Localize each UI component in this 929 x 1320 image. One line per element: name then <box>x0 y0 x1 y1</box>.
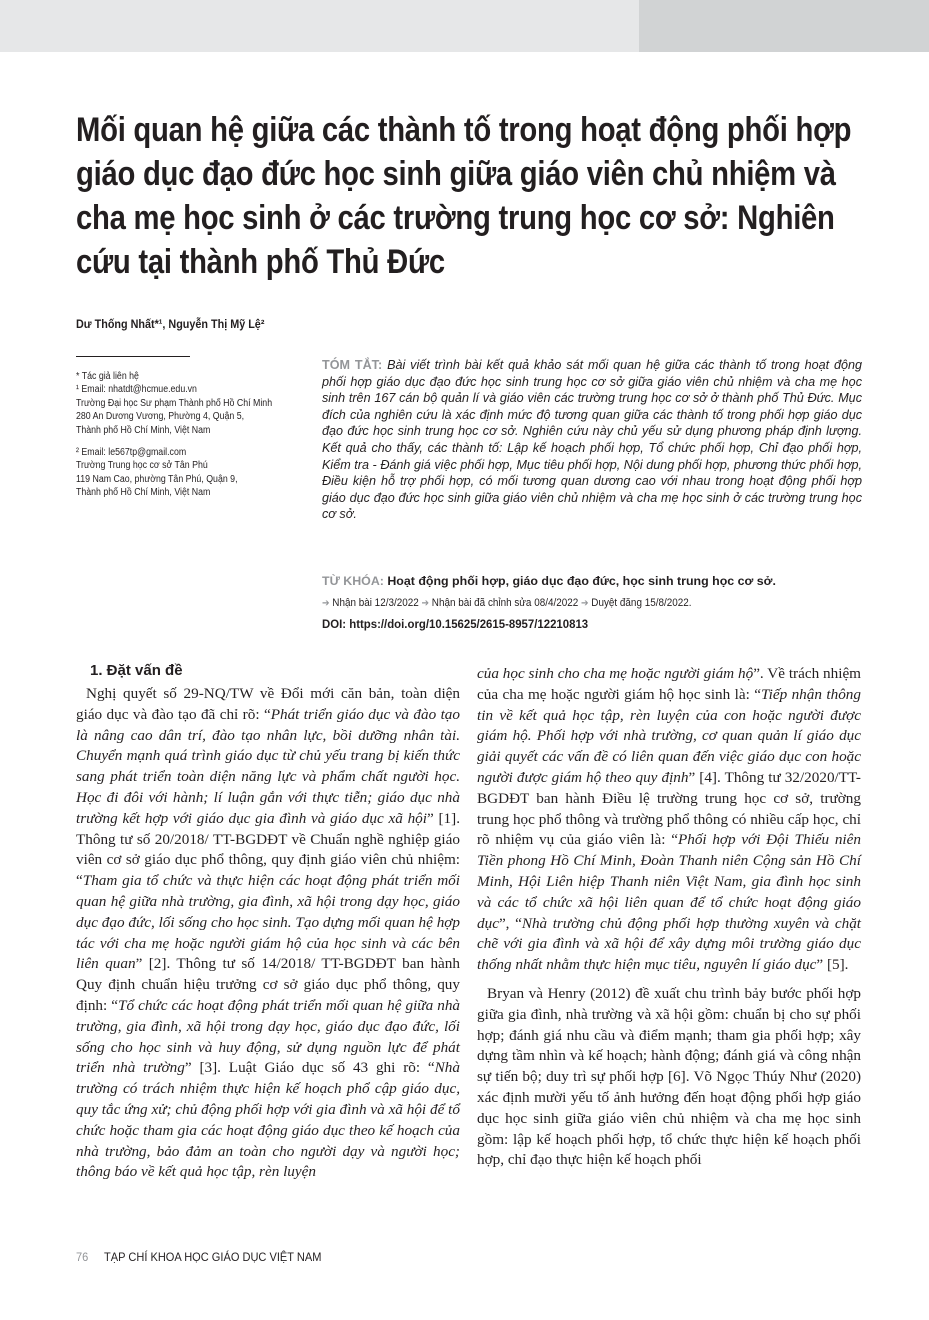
affiliations <box>76 370 305 500</box>
page-number: 76 <box>76 1250 89 1264</box>
body-paragraph: Bryan và Henry (2012) đề xuất chu trình bảy bước phối hợp giữa gia đình, nhà trường và xã hội gồm: chuẩn bị cho sự phối hợp; đánh giá nhu cầu và điểm mạnh; tham gia phối hợp; xây dựng tầm nhìn và kế hoạch; hành động; đánh giá và công nhận sự tiến bộ; duy trì sự phối hợp [6]. Võ Ngọc Thúy Như (2020) xác định mười yếu tố ảnh hưởng đến hoạt động phối hợp giáo dục học sinh giữa giáo viên chủ nhiệm và cha mẹ học sinh gồm: lập kế hoạch phối hợp, tổ chức thực hiện kế hoạch phối hợp, chỉ đạo thực hiện kế hoạch phối <box>477 984 861 1169</box>
header-accent-block <box>639 0 929 52</box>
arrow-right-icon: ➔ <box>581 598 589 609</box>
affiliation-line: * Tác giả liên hệ <box>76 371 139 382</box>
section-heading: 1. Đặt vấn đề <box>90 662 183 679</box>
doi-link[interactable]: DOI: https://doi.org/10.15625/2615-8957/12210813 <box>322 617 589 631</box>
abstract <box>322 357 862 523</box>
date-received: Nhận bài 12/3/2022 <box>332 597 419 609</box>
article-title: Mối quan hệ giữa các thành tố trong hoạt động phối hợp giáo dục đạo đức học sinh giữa giáo viên chủ nhiệm và cha mẹ học sinh ở các trường trung học cơ sở: Nghiên cứu tại thành phố Thủ Đức <box>76 111 852 281</box>
affiliation-divider <box>76 356 190 357</box>
journal-name: TẠP CHÍ KHOA HỌC GIÁO DỤC VIỆT NAM <box>104 1250 322 1264</box>
affiliation-line: 119 Nam Cao, phường Tân Phú, Quận 9, <box>76 473 238 485</box>
body-column-left <box>76 660 460 1183</box>
affiliation-line: Thành phố Hồ Chí Minh, Việt Nam <box>76 487 211 499</box>
date-accepted: Duyệt đăng 15/8/2022. <box>591 597 692 609</box>
affiliation-line: Thành phố Hồ Chí Minh, Việt Nam <box>76 424 211 436</box>
arrow-right-icon: ➔ <box>421 598 430 609</box>
page-footer <box>76 1250 321 1264</box>
date-revised: Nhận bài đã chỉnh sửa 08/4/2022 <box>431 597 579 609</box>
article-dates <box>322 596 808 611</box>
affiliation-line: Trường Trung học cơ sở Tân Phú <box>76 460 208 472</box>
body-column-right <box>477 664 861 1171</box>
arrow-right-icon: ➔ <box>322 598 330 609</box>
abstract-label: TÓM TẮT: <box>322 358 383 372</box>
affiliation-line: ¹ Email: nhatdt@hcmue.edu.vn <box>76 384 197 396</box>
affiliation-line: 280 An Dương Vương, Phường 4, Quận 5, <box>76 411 245 423</box>
affiliation-line: ² Email: le567tp@gmail.com <box>76 447 187 459</box>
body-paragraph: Nghị quyết số 29-NQ/TW về Đổi mới căn bản, toàn diện giáo dục và đào tạo đã chỉ rõ: “Phát triển giáo dục và đào tạo là nâng cao dân trí, đào tạo nhân lực, bồi dưỡng nhân tài. Chuyển mạnh quá trình giáo dục từ chủ yếu trang bị kiến thức sang phát triển toàn diện năng lực và phẩm chất người học. Học đi đôi với hành; lí luận gắn với thực tiễn; giáo dục nhà trường kết hợp với giáo dục gia đình và giáo dục xã hội” [1]. Thông tư số 20/2018/ TT-BGDĐT về Chuẩn nghề nghiệp giáo viên cơ sở giáo dục phổ thông, quy định giáo viên chủ nhiệm: “Tham gia tổ chức và thực hiện các hoạt động phát triển mối quan hệ giữa nhà trường, gia đình, xã hội trong dạy học, giáo dục đạo đức, lối sống cho học sinh. Tạo dựng mối quan hệ hợp tác với cha mẹ hoặc người giám hộ của học sinh và các bên liên quan” [2]. Thông tư số 14/2018/ TT-BGDĐT ban hành Quy định chuẩn hiệu trưởng cơ sở giáo dục phổ thông, quy định: “Tổ chức các hoạt động phát triển mối quan hệ giữa nhà trường, gia đình, xã hội trong dạy học, giáo dục đạo đức, lối sống cho học sinh và huy động, sử dụng nguồn lực để phát triển nhà trường” [3]. Luật Giáo dục số 43 ghi rõ: “Nhà trường có trách nhiệm thực hiện kế hoạch phổ cập giáo dục, quy tắc ứng xử; chủ động phối hợp với gia đình và xã hội để tổ chức hoặc tham gia các hoạt động giáo dục theo kế hoạch của nhà trường, bảo đảm an toàn cho người dạy và người học; thông báo về kết quả học tập, rèn luyện <box>76 685 461 1181</box>
keywords-label: TỪ KHÓA: <box>322 574 384 588</box>
authors: Dư Thống Nhất*¹, Nguyễn Thị Mỹ Lệ² <box>76 317 265 331</box>
keywords <box>322 573 862 589</box>
abstract-text: Bài viết trình bài kết quả khảo sát mối quan hệ giữa các thành tố trong hoạt động phối hợp giáo dục đạo đức học sinh trung học cơ sở giữa giáo viên chủ nhiệm và cha mẹ học sinh trên 167 cán bộ quản lí và giáo viên các trường trung học cơ sở ở thành phố Thủ Đức. Mục đích của nghiên cứu là xác định mức độ tương quan giữa các thành tố trong phối hợp giáo dục đạo đức học sinh trung học cơ sở. Nghiên cứu này chủ yếu sử dụng phương pháp định lượng. Kết quả cho thấy, các thành tố: Lập kế hoạch phối hợp, Tổ chức phối hợp, Chỉ đạo phối hợp, Kiểm tra - Đánh giá việc phối hợp, Mục tiêu phối hợp, Nội dung phối hợp, phương thức phối hợp, Điều kiện hỗ trợ phối hợp, có mối tương quan dương cao với nhau trong hoạt động phối hợp giáo dục đạo đức học sinh giữa giáo viên chủ nhiệm và cha mẹ học sinh ở các trường trung học cơ sở. <box>322 358 862 522</box>
affiliation-line: Trường Đại học Sư phạm Thành phố Hồ Chí Minh <box>76 397 273 409</box>
keywords-text: Hoạt động phối hợp, giáo dục đạo đức, học sinh trung học cơ sở. <box>387 574 776 588</box>
body-paragraph: của học sinh cho cha mẹ hoặc người giám hộ”. Về trách nhiệm của cha mẹ hoặc người giám hộ học sinh là: “Tiếp nhận thông tin về kết quả học tập, rèn luyện của con hoặc người được giám hộ. Phối hợp với nhà trường, cơ quan quản lí giáo dục giải quyết các vấn đề có liên quan đến việc giáo dục con hoặc người được giám hộ theo quy định” [4]. Thông tư 32/2020/TT-BGDĐT ban hành Điều lệ trường trung học cơ sở, trường trung học phổ thông và trường phổ thông có nhiều cấp học, chỉ rõ nhiệm vụ của giáo viên là: “Phối hợp với Đội Thiếu niên Tiền phong Hồ Chí Minh, Đoàn Thanh niên Cộng sản Hồ Chí Minh, Hội Liên hiệp Thanh niên Việt Nam, gia đình học sinh và các tổ chức xã hội liên quan để tổ chức hoạt động giáo dục”, “Nhà trường chủ động phối hợp thường xuyên và chặt chẽ với gia đình và xã hội để xây dựng môi trường giáo dục thống nhất nhằm thực hiện mục tiêu, nguyên lí giáo dục” [5]. <box>477 665 862 974</box>
